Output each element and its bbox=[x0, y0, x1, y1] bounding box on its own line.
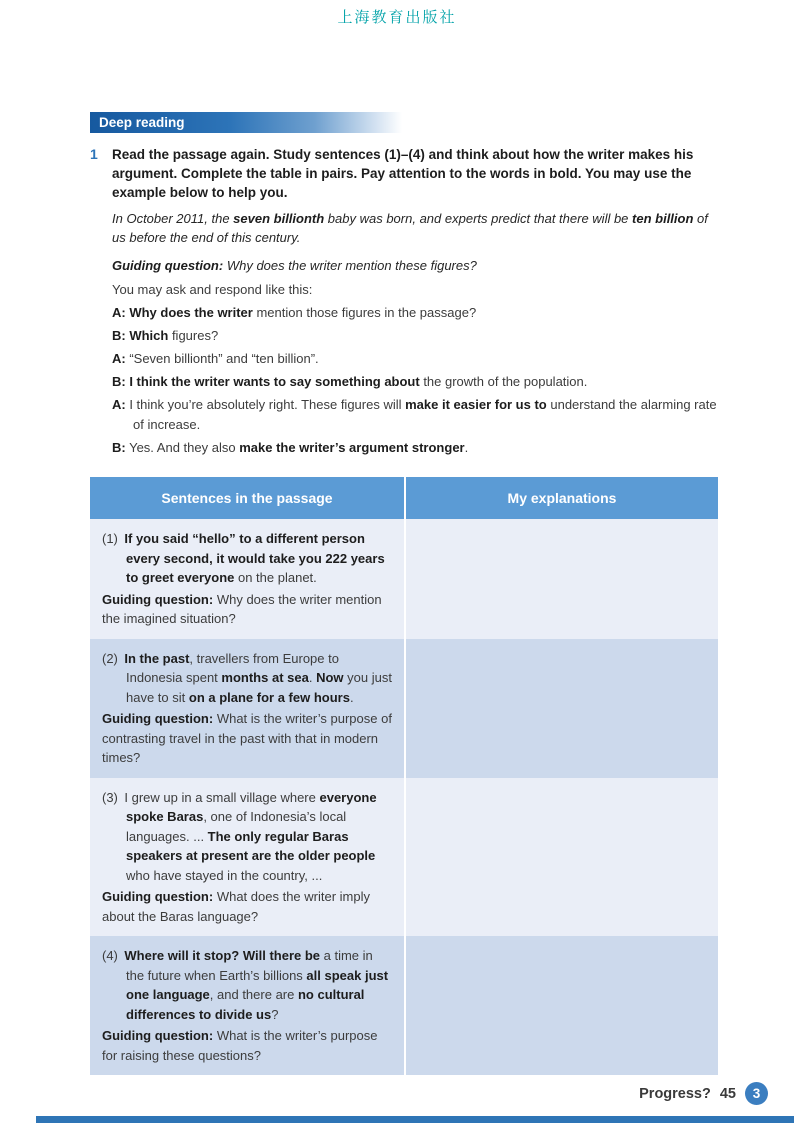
section-title: Deep reading bbox=[99, 115, 185, 130]
footer-page-number: 45 bbox=[719, 1085, 736, 1102]
comparison-table bbox=[90, 477, 718, 1075]
table-header-explanations: My explanations bbox=[406, 477, 718, 519]
table-row-3 bbox=[90, 778, 718, 937]
table-row-2 bbox=[90, 639, 718, 778]
sentence-text-3: (3) I grew up in a small village where everyone spoke Baras, one of Indonesia’s local languages. ... The only regular Baras speakers at present are the older people who have stayed in the country, ... bbox=[102, 789, 377, 883]
sentence-cell-4 bbox=[90, 936, 406, 1075]
section-header bbox=[90, 112, 402, 133]
exercise-number: 1 bbox=[90, 146, 98, 162]
dialog bbox=[112, 303, 718, 458]
bottom-bar bbox=[36, 1116, 794, 1123]
dialog-prompt: You may ask and respond like this: bbox=[112, 282, 313, 297]
sentence-cell-3 bbox=[90, 778, 406, 937]
sentence-text-4: (4) Where will it stop? Will there be a time in the future when Earth’s billions all speak just one language, and there are no cultural differences to divide us? bbox=[102, 948, 389, 1022]
sentence-cell-1 bbox=[90, 519, 406, 639]
unit-number-badge: 3 bbox=[745, 1082, 768, 1105]
table-header-sentences: Sentences in the passage bbox=[90, 477, 406, 519]
exercise-body bbox=[112, 145, 718, 461]
guiding-question-3: Guiding question: What does the writer imply about the Baras language? bbox=[102, 889, 370, 924]
table-row-1 bbox=[90, 519, 718, 639]
explanation-cell-2 bbox=[406, 639, 718, 778]
example-sentence: In October 2011, the seven billionth baby was born, and experts predict that there will be ten billion of us before the end of this century. bbox=[112, 211, 708, 245]
guiding-question-2: Guiding question: What is the writer’s purpose of contrasting travel in the past with that in modern times? bbox=[102, 711, 392, 765]
dialog-line-3: A: “Seven billionth” and “ten billion”. bbox=[112, 351, 319, 366]
explanation-cell-1 bbox=[406, 519, 718, 639]
guiding-question-4: Guiding question: What is the writer’s purpose for raising these questions? bbox=[102, 1028, 378, 1063]
sentence-text-2: (2) In the past, travellers from Europe to Indonesia spent months at sea. Now you just have to sit on a plane for a few hours. bbox=[102, 650, 392, 705]
guiding-question-1: Guiding question: Why does the writer mention the imagined situation? bbox=[102, 591, 382, 626]
exercise-1 bbox=[90, 145, 718, 461]
dialog-line-6: B: Yes. And they also make the writer’s argument stronger. bbox=[112, 440, 469, 455]
dialog-line-2: B: Which figures? bbox=[112, 328, 219, 343]
sentence-cell-2 bbox=[90, 639, 406, 778]
page-content bbox=[90, 112, 718, 1075]
table-row-4 bbox=[90, 936, 718, 1075]
publisher-name: 上海教育出版社 bbox=[337, 9, 457, 26]
sentence-text-1: (1) If you said “hello” to a different person every second, it would take you 222 years to greet everyone on the planet. bbox=[102, 531, 385, 585]
explanation-cell-4 bbox=[406, 936, 718, 1075]
explanation-cell-3 bbox=[406, 778, 718, 937]
footer-progress-label: Progress? bbox=[639, 1085, 711, 1102]
dialog-line-5: A: I think you’re absolutely right. These figures will make it easier for us to understand the alarming rate of increase. bbox=[112, 397, 717, 432]
table-header-row bbox=[90, 477, 718, 519]
exercise-instruction: Read the passage again. Study sentences (1)–(4) and think about how the writer makes his argument. Complete the table in pairs. Pay attention to the words in bold. You may use the example below to help you. bbox=[112, 147, 694, 200]
dialog-line-4: B: I think the writer wants to say something about the growth of the population. bbox=[112, 374, 588, 389]
dialog-line-1: A: Why does the writer mention those figures in the passage? bbox=[112, 305, 477, 320]
example-guiding-question: Guiding question: Why does the writer mention these figures? bbox=[112, 258, 477, 273]
page-footer bbox=[639, 1082, 768, 1105]
